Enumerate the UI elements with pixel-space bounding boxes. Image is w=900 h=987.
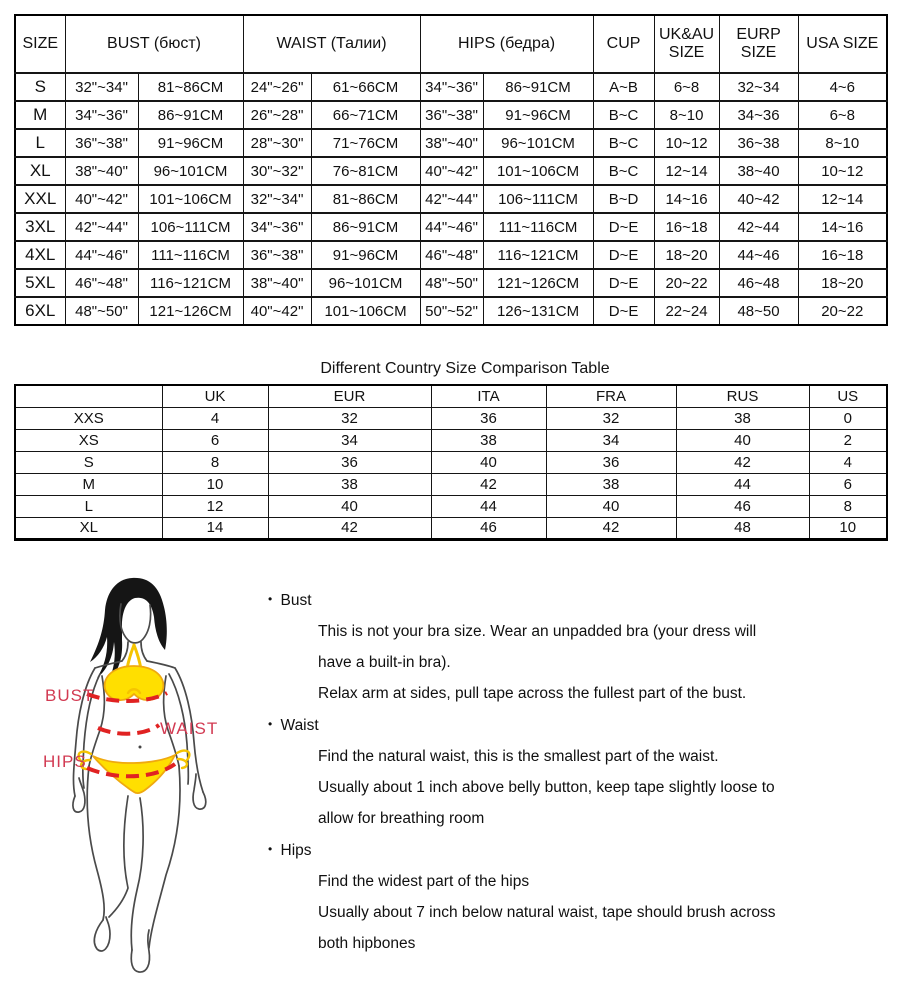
table-cell: 46"~48" [65, 269, 138, 297]
guide-line: both hipbones [318, 935, 416, 952]
guide-line: Find the natural waist, this is the smallest part of the waist. [318, 748, 719, 765]
table-cell: 5XL [15, 269, 65, 297]
column-header: CUP [593, 15, 654, 73]
table-cell: 10 [809, 517, 887, 539]
table-cell: 18~20 [798, 269, 887, 297]
table-cell: 44"~46" [420, 213, 483, 241]
face-outline [120, 604, 151, 643]
table-cell: 116~121CM [138, 269, 243, 297]
figure-hips-label: HIPS [43, 752, 87, 771]
size-chart-table [14, 14, 888, 326]
back-leg-inner-line [109, 796, 128, 917]
table-row [15, 241, 887, 269]
table-cell: 40 [676, 429, 809, 451]
table-cell: 6~8 [654, 73, 719, 101]
table-cell: 101~106CM [311, 297, 420, 325]
shoulder-right-line [147, 661, 175, 668]
table-cell: 8~10 [798, 129, 887, 157]
table-cell: XS [15, 429, 162, 451]
front-leg-inner-line [131, 798, 143, 950]
table-row [15, 213, 887, 241]
table-cell: 96~101CM [138, 157, 243, 185]
table-cell: 91~96CM [483, 101, 593, 129]
table-cell: 10 [162, 473, 268, 495]
table-cell: 18~20 [654, 241, 719, 269]
table-cell: 20~22 [798, 297, 887, 325]
table-cell: 46 [676, 495, 809, 517]
bikini-bottom [93, 755, 175, 793]
table-cell: 32"~34" [243, 185, 311, 213]
table-row [15, 101, 887, 129]
table-cell: 4~6 [798, 73, 887, 101]
table-cell: L [15, 495, 162, 517]
bullet-icon: • [268, 842, 273, 856]
column-header: BUST (бюст) [65, 15, 243, 73]
column-header: ITA [431, 385, 546, 407]
table-cell: 40 [431, 451, 546, 473]
table-row [15, 451, 887, 473]
table-cell: 32"~34" [65, 73, 138, 101]
table-cell: 38~40 [719, 157, 798, 185]
column-header: UK [162, 385, 268, 407]
table-cell: 6 [162, 429, 268, 451]
table-cell: 71~76CM [311, 129, 420, 157]
table-cell: 106~111CM [138, 213, 243, 241]
table-cell: 48~50 [719, 297, 798, 325]
table-cell: 44"~46" [65, 241, 138, 269]
table-cell: 42 [431, 473, 546, 495]
table-cell: 12 [162, 495, 268, 517]
table-cell: 81~86CM [311, 185, 420, 213]
table-cell: 16~18 [654, 213, 719, 241]
table-cell: 121~126CM [483, 269, 593, 297]
table-cell: 20~22 [654, 269, 719, 297]
column-header: HIPS (бедра) [420, 15, 593, 73]
table-cell: 34~36 [719, 101, 798, 129]
table-row [15, 297, 887, 325]
table-cell: 30"~32" [243, 157, 311, 185]
column-header: SIZE [15, 15, 65, 73]
measuring-instructions [268, 584, 898, 959]
table-cell: 101~106CM [483, 157, 593, 185]
table-cell: 121~126CM [138, 297, 243, 325]
table-cell: 4 [162, 407, 268, 429]
table-cell: 46~48 [719, 269, 798, 297]
table-cell: 48"~50" [65, 297, 138, 325]
table-cell: 38 [676, 407, 809, 429]
table-cell: 40"~42" [243, 297, 311, 325]
table-cell: XXS [15, 407, 162, 429]
table-row [15, 185, 887, 213]
guide-line: Relax arm at sides, pull tape across the fullest part of the bust. [318, 685, 747, 702]
bikini-top [105, 666, 164, 700]
table-cell: 38 [268, 473, 431, 495]
table-cell: 86~91CM [483, 73, 593, 101]
table-row [15, 429, 887, 451]
table-cell: 10~12 [798, 157, 887, 185]
table-cell: 101~106CM [138, 185, 243, 213]
figure-bust-label: BUST [45, 686, 95, 705]
table-cell: B~C [593, 157, 654, 185]
table-cell: 116~121CM [483, 241, 593, 269]
table-cell: 91~96CM [138, 129, 243, 157]
table-cell: 26"~28" [243, 101, 311, 129]
table-cell: 32 [268, 407, 431, 429]
table-cell: 12~14 [798, 185, 887, 213]
bullet-icon: • [268, 717, 273, 731]
table-cell: 28"~30" [243, 129, 311, 157]
table-cell: B~D [593, 185, 654, 213]
table-cell: 96~101CM [483, 129, 593, 157]
table-cell: 42 [676, 451, 809, 473]
table-cell: 32~34 [719, 73, 798, 101]
guide-section-label: Waist [276, 717, 319, 734]
table-cell: 66~71CM [311, 101, 420, 129]
guide-section-label: Hips [276, 842, 312, 859]
table-cell: XL [15, 517, 162, 539]
table-cell: 22~24 [654, 297, 719, 325]
table-cell: 36 [431, 407, 546, 429]
table-cell: 111~116CM [138, 241, 243, 269]
table-cell: 106~111CM [483, 185, 593, 213]
neck-left-line [122, 642, 128, 661]
table-cell: 4XL [15, 241, 65, 269]
table-cell: 44 [676, 473, 809, 495]
table-cell: 6 [809, 473, 887, 495]
table-cell: 44~46 [719, 241, 798, 269]
table-cell: 40~42 [719, 185, 798, 213]
guide-line: Usually about 1 inch above belly button, keep tape slightly loose to [318, 779, 775, 796]
table-cell: B~C [593, 101, 654, 129]
figure-waist-label: WAIST [160, 719, 219, 738]
table-cell: 42"~44" [65, 213, 138, 241]
table-row [15, 407, 887, 429]
table-cell: M [15, 473, 162, 495]
back-leg-outline [87, 766, 104, 920]
bullet-icon: • [268, 592, 273, 606]
table-cell: 42"~44" [420, 185, 483, 213]
table-cell: 4 [809, 451, 887, 473]
table-cell: 111~116CM [483, 213, 593, 241]
table-cell: 126~131CM [483, 297, 593, 325]
guide-section-title [268, 834, 898, 866]
table-row [15, 129, 887, 157]
table-cell: 46"~48" [420, 241, 483, 269]
table-cell: 10~12 [654, 129, 719, 157]
table-cell: 36"~38" [65, 129, 138, 157]
table-cell: S [15, 451, 162, 473]
table-cell: 42~44 [719, 213, 798, 241]
table-cell: L [15, 129, 65, 157]
table-row [15, 157, 887, 185]
table-cell: 42 [268, 517, 431, 539]
table-cell: 32 [546, 407, 676, 429]
table-row [15, 495, 887, 517]
column-header: US [809, 385, 887, 407]
table-cell: D~E [593, 297, 654, 325]
table-cell: 12~14 [654, 157, 719, 185]
column-header: EURP SIZE [719, 15, 798, 73]
guide-line: allow for breathing room [318, 810, 485, 827]
body-measure-illustration [18, 570, 262, 987]
table-cell: 38"~40" [420, 129, 483, 157]
table-cell: 14~16 [654, 185, 719, 213]
table-cell: 36"~38" [243, 241, 311, 269]
table-row [15, 269, 887, 297]
waist-dash-line [98, 725, 159, 734]
table-cell: 36 [268, 451, 431, 473]
table-cell: 0 [809, 407, 887, 429]
table-cell: 86~91CM [311, 213, 420, 241]
guide-section-label: Bust [276, 592, 312, 609]
guide-line: This is not your bra size. Wear an unpadded bra (your dress will [318, 623, 757, 640]
table-cell: 44 [431, 495, 546, 517]
table-cell: 38 [431, 429, 546, 451]
table-cell: 76~81CM [311, 157, 420, 185]
guide-section-title [268, 709, 898, 741]
header-row [15, 15, 887, 73]
table-cell: 61~66CM [311, 73, 420, 101]
measurement-figure [18, 570, 262, 987]
back-foot-outline [94, 917, 110, 951]
table-cell: 34 [268, 429, 431, 451]
table-cell: 14~16 [798, 213, 887, 241]
table-cell: 40 [268, 495, 431, 517]
table-cell: 86~91CM [138, 101, 243, 129]
table-cell: B~C [593, 129, 654, 157]
table-cell: 42 [546, 517, 676, 539]
table-cell: 48 [676, 517, 809, 539]
table-cell: 2 [809, 429, 887, 451]
front-foot-outline [131, 930, 149, 972]
table-cell: 24"~26" [243, 73, 311, 101]
table-cell: 3XL [15, 213, 65, 241]
table-cell: 8~10 [654, 101, 719, 129]
table-cell: 38 [546, 473, 676, 495]
table-cell: 38"~40" [65, 157, 138, 185]
guide-section-title [268, 584, 898, 616]
neck-right-line [141, 642, 147, 661]
table-cell: 40 [546, 495, 676, 517]
column-header: RUS [676, 385, 809, 407]
table-cell: 36"~38" [420, 101, 483, 129]
table-row [15, 73, 887, 101]
table-cell: 6XL [15, 297, 65, 325]
table-cell: 34"~36" [420, 73, 483, 101]
table-cell: S [15, 73, 65, 101]
column-header [15, 385, 162, 407]
navel-dot [139, 746, 142, 749]
table-cell: XXL [15, 185, 65, 213]
column-header: FRA [546, 385, 676, 407]
header-row [15, 385, 887, 407]
guide-line: Usually about 7 inch below natural waist, tape should brush across [318, 904, 776, 921]
table-cell: 81~86CM [138, 73, 243, 101]
table-cell: 34 [546, 429, 676, 451]
table-cell: D~E [593, 241, 654, 269]
guide-line: have a built-in bra). [318, 654, 451, 671]
table-cell: M [15, 101, 65, 129]
table-cell: 8 [809, 495, 887, 517]
country-table-title: Different Country Size Comparison Table [320, 360, 610, 377]
table-cell: XL [15, 157, 65, 185]
table-cell: 14 [162, 517, 268, 539]
table-cell: 34"~36" [243, 213, 311, 241]
table-cell: 46 [431, 517, 546, 539]
front-leg-outline [149, 766, 180, 948]
table-cell: A~B [593, 73, 654, 101]
table-cell: 38"~40" [243, 269, 311, 297]
country-comparison-table [14, 384, 888, 541]
table-cell: D~E [593, 269, 654, 297]
table-cell: 40"~42" [65, 185, 138, 213]
table-row [15, 517, 887, 539]
table-cell: 91~96CM [311, 241, 420, 269]
table-cell: 8 [162, 451, 268, 473]
table-cell: 6~8 [798, 101, 887, 129]
table-cell: 34"~36" [65, 101, 138, 129]
table-cell: 50"~52" [420, 297, 483, 325]
column-header: USA SIZE [798, 15, 887, 73]
column-header: UK&AU SIZE [654, 15, 719, 73]
table-cell: D~E [593, 213, 654, 241]
guide-line: Find the widest part of the hips [318, 873, 530, 890]
column-header: EUR [268, 385, 431, 407]
table-cell: 48"~50" [420, 269, 483, 297]
table-row [15, 473, 887, 495]
column-header: WAIST (Талии) [243, 15, 420, 73]
table-cell: 36 [546, 451, 676, 473]
table-cell: 96~101CM [311, 269, 420, 297]
table-cell: 16~18 [798, 241, 887, 269]
table-cell: 36~38 [719, 129, 798, 157]
table-cell: 40"~42" [420, 157, 483, 185]
